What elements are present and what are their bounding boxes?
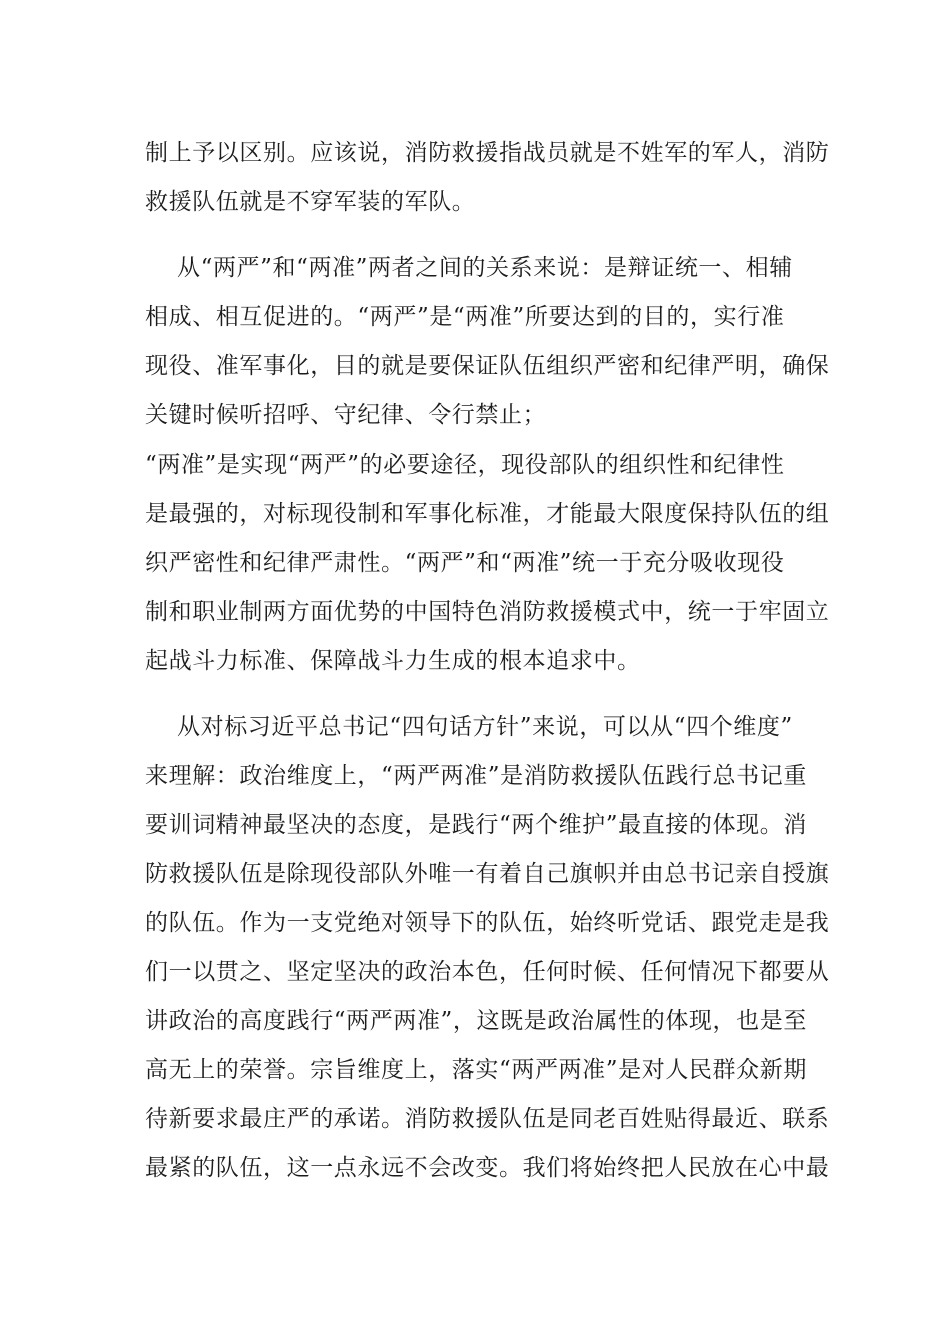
text-line: 是最强的，对标现役制和军事化标准，才能最大限度保持队伍的组 — [145, 501, 830, 527]
text-line: 最紧的队伍，这一点永远不会改变。我们将始终把人民放在心中最 — [145, 1155, 830, 1181]
text-line: 制和职业制两方面优势的中国特色消防救援模式中，统一于牢固立 — [145, 599, 830, 625]
text-line: 来理解：政治维度上，“两严两准”是消防救援队伍践行总书记重 — [145, 763, 807, 789]
text-line: 们一以贯之、坚定坚决的政治本色，任何时候、任何情况下都要从 — [145, 959, 830, 985]
text-line: 待新要求最庄严的承诺。消防救援队伍是同老百姓贴得最近、联系 — [145, 1106, 830, 1132]
text-line: 从对标习近平总书记“四句话方针”来说，可以从“四个维度” — [177, 714, 793, 740]
text-line: 相成、相互促进的。“两严”是“两准”所要达到的目的，实行准 — [145, 304, 785, 330]
text-line: 的队伍。作为一支党绝对领导下的队伍，始终听党话、跟党走是我 — [145, 910, 830, 936]
text-line: 要训词精神最坚决的态度，是践行“两个维护”最直接的体现。消 — [145, 812, 807, 838]
text-line: 高无上的荣誉。宗旨维度上，落实“两严两准”是对人民群众新期 — [145, 1057, 807, 1083]
text-line: “两准”是实现“两严”的必要途径，现役部队的组织性和纪律性 — [145, 452, 785, 478]
text-line: 关键时候听招呼、守纪律、令行禁止； — [145, 402, 547, 428]
text-line: 防救援队伍是除现役部队外唯一有着自己旗帜并由总书记亲自授旗 — [145, 861, 830, 887]
text-line: 织严密性和纪律严肃性。“两严”和“两准”统一于充分吸收现役 — [145, 550, 785, 576]
text-line: 从“两严”和“两准”两者之间的关系来说：是辩证统一、相辅 — [177, 255, 793, 281]
text-line: 制上予以区别。应该说，消防救援指战员就是不姓军的军人，消防 — [145, 140, 830, 166]
text-line: 讲政治的高度践行“两严两准”，这既是政治属性的体现，也是至 — [145, 1008, 807, 1034]
text-line: 起战斗力标准、保障战斗力生成的根本追求中。 — [145, 648, 641, 674]
text-line: 救援队伍就是不穿军装的军队。 — [145, 189, 476, 215]
text-line: 现役、准军事化，目的就是要保证队伍组织严密和纪律严明，确保 — [145, 353, 830, 379]
